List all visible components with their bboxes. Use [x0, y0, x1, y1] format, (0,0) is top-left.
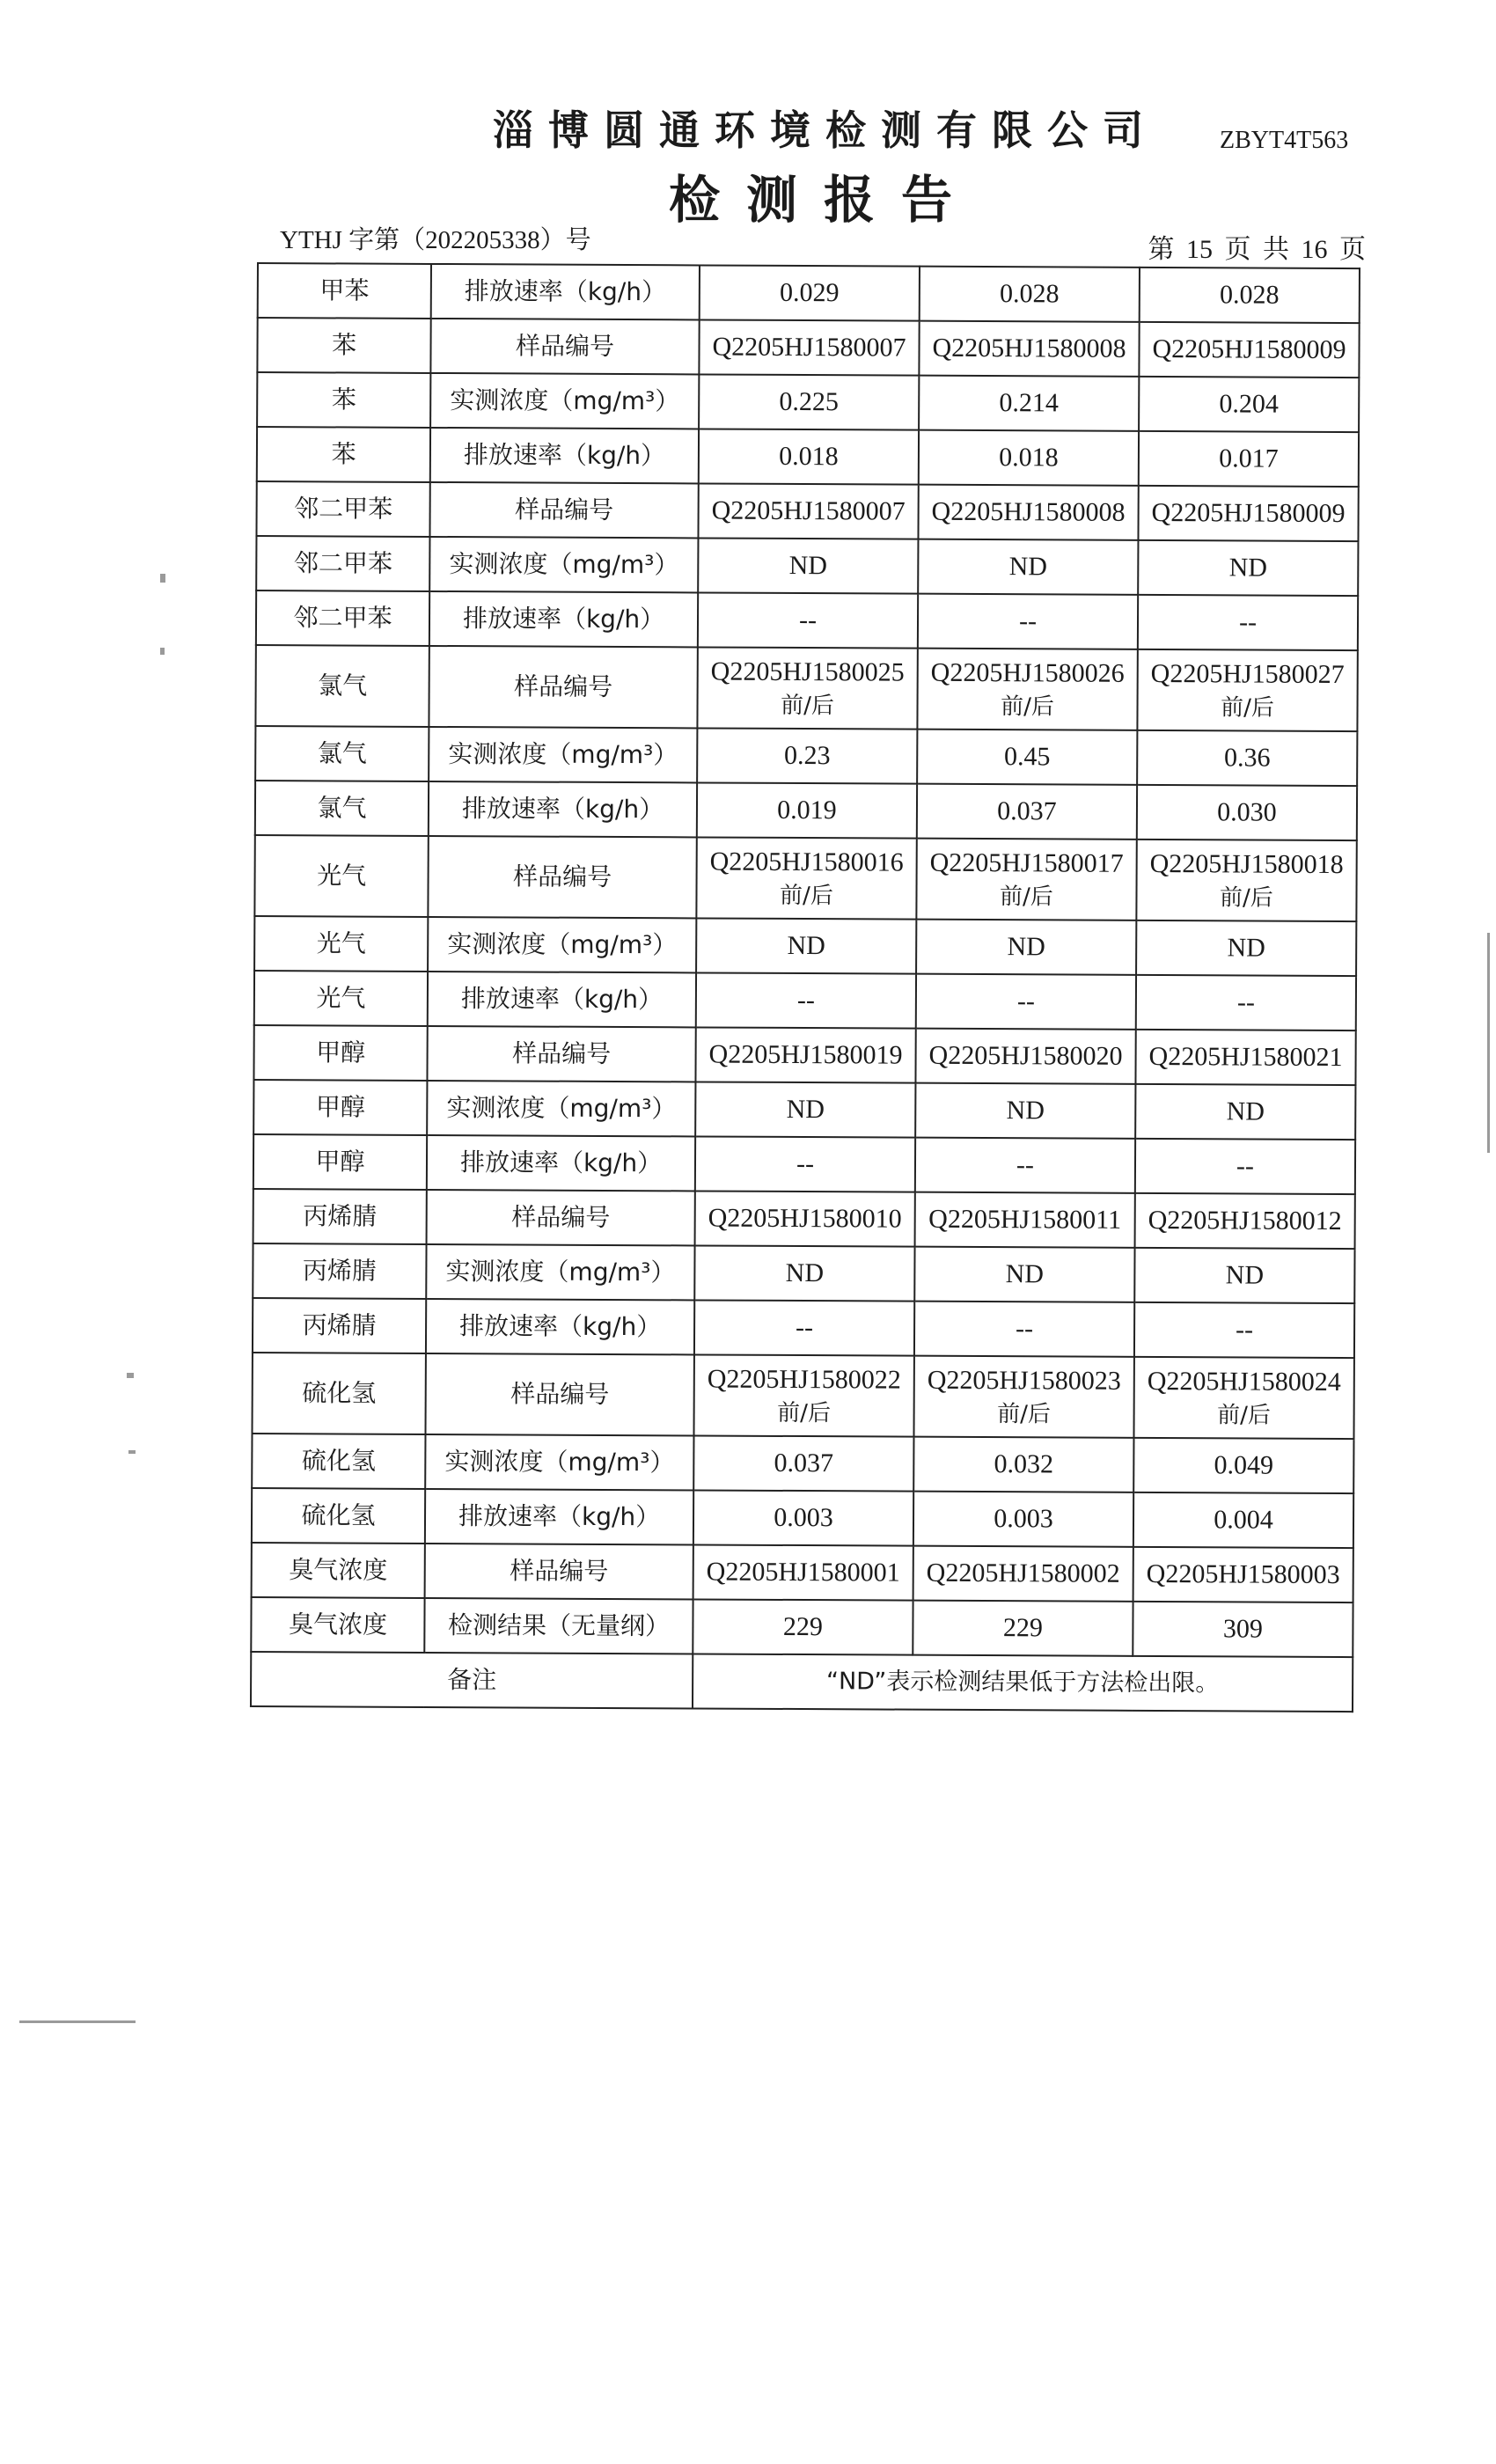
value-cell-3: Q2205HJ1580012: [1135, 1193, 1355, 1249]
test-item-cell: 排放速率（kg/h）: [431, 264, 700, 319]
pollutant-name-cell: 甲醇: [253, 1080, 427, 1135]
value-cell-1: --: [696, 972, 916, 1028]
pollutant-name-cell: 硫化氢: [252, 1353, 426, 1434]
value-cell-3: ND: [1136, 920, 1356, 976]
sample-number: Q2205HJ1580024: [1147, 1366, 1341, 1397]
value-cell-3: [1136, 840, 1356, 921]
scan-mark: [1487, 933, 1490, 1153]
table-row: [256, 590, 1358, 650]
value-cell-2: 0.214: [919, 376, 1139, 431]
value-cell-1: --: [698, 592, 918, 648]
results-table: [250, 262, 1360, 1712]
value-cell-2: Q2205HJ1580020: [915, 1029, 1135, 1084]
sample-note: 前/后: [781, 692, 834, 720]
value-cell-3: --: [1136, 975, 1356, 1030]
test-item-cell: 样品编号: [425, 1544, 693, 1599]
remark-row: [251, 1652, 1353, 1712]
pollutant-name-cell: 光气: [254, 971, 428, 1026]
table-row: [257, 318, 1359, 378]
pollutant-name-cell: 臭气浓度: [252, 1543, 425, 1598]
value-cell-3: 0.204: [1139, 377, 1359, 432]
value-cell-3: Q2205HJ1580003: [1133, 1547, 1353, 1602]
sample-number: Q2205HJ1580018: [1149, 848, 1344, 880]
test-item-cell: 实测浓度（mg/m³）: [430, 373, 699, 429]
value-cell-3: 0.049: [1133, 1438, 1353, 1493]
value-cell-2: ND: [914, 1247, 1134, 1302]
table-row: [254, 971, 1356, 1030]
value-cell-1: --: [694, 1300, 914, 1355]
table-row: [258, 263, 1360, 323]
value-cell-3: ND: [1138, 540, 1358, 596]
scan-mark: [127, 1373, 134, 1378]
sample-number: Q2205HJ1580026: [930, 657, 1125, 688]
test-item-cell: 排放速率（kg/h）: [425, 1489, 693, 1544]
table-row: [253, 1080, 1355, 1140]
sample-note: 前/后: [997, 1401, 1052, 1428]
value-cell-1: 0.225: [699, 374, 919, 429]
scan-mark: [160, 648, 165, 655]
value-cell-2: --: [915, 1138, 1135, 1193]
pollutant-name-cell: 甲苯: [258, 263, 431, 319]
scan-mark: [19, 2020, 136, 2023]
value-cell-3: Q2205HJ1580021: [1135, 1030, 1355, 1085]
value-cell-2: 0.032: [913, 1437, 1133, 1492]
pollutant-name-cell: 邻二甲苯: [256, 590, 429, 646]
pollutant-name-cell: 光气: [254, 916, 428, 972]
value-cell-1: 0.018: [699, 429, 919, 484]
value-cell-2: 0.003: [913, 1492, 1133, 1547]
value-cell-3: --: [1134, 1302, 1354, 1358]
scan-mark: [128, 1450, 136, 1454]
value-cell-1: ND: [698, 538, 918, 593]
value-cell-3: ND: [1134, 1248, 1354, 1303]
value-cell-2: Q2205HJ1580002: [913, 1546, 1133, 1602]
sample-number: Q2205HJ1580023: [927, 1365, 1121, 1396]
value-cell-2: ND: [916, 920, 1136, 975]
table-row: [253, 1134, 1355, 1194]
value-cell-1: Q2205HJ1580007: [699, 319, 919, 375]
table-row: [253, 1243, 1354, 1303]
value-cell-1: 0.23: [697, 728, 917, 783]
report-title: 检测报告: [669, 170, 979, 230]
table-row: [256, 536, 1358, 596]
pollutant-name-cell: 氯气: [255, 645, 429, 727]
report-code: ZBYT4T563: [1220, 127, 1349, 154]
table-row: [255, 726, 1357, 786]
test-item-cell: 排放速率（kg/h）: [427, 1135, 695, 1191]
test-item-cell: 样品编号: [427, 1190, 695, 1245]
value-cell-2: [916, 839, 1136, 920]
pollutant-name-cell: 氯气: [255, 726, 429, 781]
value-cell-3: [1137, 649, 1357, 731]
value-cell-3: 309: [1133, 1602, 1353, 1657]
sample-note: 前/后: [1220, 884, 1273, 912]
value-cell-3: 0.017: [1139, 431, 1359, 487]
table-row: [257, 427, 1359, 487]
sample-note: 前/后: [777, 1399, 832, 1427]
value-cell-3: 0.36: [1137, 730, 1357, 786]
value-cell-2: --: [914, 1302, 1134, 1357]
pollutant-name-cell: 光气: [254, 835, 429, 917]
results-table-body: [251, 263, 1360, 1712]
sample-note: 前/后: [1000, 884, 1053, 911]
test-item-cell: 排放速率（kg/h）: [426, 1299, 694, 1354]
test-item-cell: 样品编号: [429, 836, 697, 918]
value-cell-2: 0.018: [919, 430, 1139, 486]
test-item-cell: 排放速率（kg/h）: [430, 428, 699, 483]
sample-number: Q2205HJ1580017: [929, 847, 1124, 878]
test-item-cell: 实测浓度（mg/m³）: [429, 537, 698, 592]
pollutant-name-cell: 邻二甲苯: [256, 536, 429, 591]
value-cell-1: --: [695, 1136, 915, 1192]
value-cell-3: ND: [1135, 1084, 1355, 1140]
document-number: YTHJ 字第（202205338）号: [280, 226, 591, 254]
table-row: [252, 1434, 1353, 1493]
value-cell-1: ND: [694, 1245, 914, 1301]
pollutant-name-cell: 甲醇: [253, 1025, 427, 1081]
sample-number: Q2205HJ1580025: [710, 656, 905, 687]
value-cell-1: 229: [693, 1599, 913, 1654]
remark-text: “ND”表示检测结果低于方法检出限。: [693, 1654, 1353, 1712]
test-item-cell: 排放速率（kg/h）: [429, 591, 698, 647]
value-cell-3: --: [1135, 1139, 1355, 1194]
value-cell-1: ND: [695, 1082, 915, 1137]
test-item-cell: 排放速率（kg/h）: [428, 972, 696, 1027]
test-item-cell: 实测浓度（mg/m³）: [426, 1244, 694, 1300]
table-row: [253, 1025, 1355, 1085]
value-cell-3: 0.028: [1140, 268, 1360, 323]
sample-note: 前/后: [780, 882, 833, 910]
test-item-cell: 样品编号: [428, 1026, 696, 1082]
table-row: [252, 1353, 1353, 1439]
value-cell-1: Q2205HJ1580019: [695, 1027, 915, 1082]
test-item-cell: 实测浓度（mg/m³）: [425, 1434, 693, 1490]
sample-note: 前/后: [1221, 694, 1274, 722]
table-row: [252, 1543, 1353, 1602]
sample-note: 前/后: [1217, 1402, 1272, 1429]
value-cell-3: [1133, 1357, 1353, 1439]
table-row: [257, 372, 1359, 432]
pollutant-name-cell: 苯: [257, 427, 430, 482]
table-row: [252, 1488, 1353, 1548]
sample-number: Q2205HJ1580016: [709, 847, 904, 877]
pollutant-name-cell: 丙烯腈: [253, 1298, 426, 1353]
value-cell-1: 0.029: [700, 265, 920, 320]
value-cell-1: Q2205HJ1580007: [698, 483, 918, 539]
value-cell-2: --: [918, 594, 1138, 649]
test-item-cell: 实测浓度（mg/m³）: [428, 917, 696, 972]
table-row: [255, 781, 1357, 840]
value-cell-1: 0.037: [693, 1435, 913, 1491]
sample-note: 前/后: [1001, 693, 1054, 721]
value-cell-1: ND: [696, 918, 916, 973]
test-item-cell: 检测结果（无量纲）: [424, 1598, 693, 1654]
value-cell-2: 0.028: [920, 267, 1140, 322]
test-item-cell: 样品编号: [426, 1353, 694, 1435]
page-number: 第 15 页 共 16 页: [1148, 235, 1366, 264]
test-item-cell: 实测浓度（mg/m³）: [427, 1081, 695, 1136]
table-row: [253, 1298, 1354, 1358]
value-cell-3: Q2205HJ1580009: [1139, 322, 1359, 378]
scan-mark: [160, 574, 165, 583]
pollutant-name-cell: 硫化氢: [252, 1488, 425, 1544]
value-cell-3: 0.030: [1137, 785, 1357, 840]
pollutant-name-cell: 丙烯腈: [253, 1243, 426, 1299]
table-row: [253, 1189, 1355, 1249]
value-cell-2: 0.037: [917, 784, 1137, 840]
value-cell-1: [693, 1354, 913, 1436]
company-name: 淄博圆通环境检测有限公司: [493, 106, 1158, 154]
value-cell-2: Q2205HJ1580008: [918, 485, 1138, 540]
test-item-cell: 样品编号: [431, 319, 700, 374]
table-row: [254, 916, 1356, 976]
value-cell-1: [696, 837, 916, 919]
value-cell-1: Q2205HJ1580010: [695, 1191, 915, 1246]
value-cell-1: Q2205HJ1580001: [693, 1544, 913, 1600]
pollutant-name-cell: 丙烯腈: [253, 1189, 427, 1244]
value-cell-3: Q2205HJ1580009: [1138, 486, 1358, 541]
value-cell-2: 0.45: [917, 730, 1137, 785]
pollutant-name-cell: 甲醇: [253, 1134, 427, 1190]
pollutant-name-cell: 邻二甲苯: [256, 481, 429, 537]
sample-number: Q2205HJ1580022: [707, 1364, 901, 1395]
sample-number: Q2205HJ1580027: [1150, 658, 1345, 690]
pollutant-name-cell: 氯气: [255, 781, 429, 836]
pollutant-name-cell: 臭气浓度: [251, 1597, 424, 1653]
test-item-cell: 样品编号: [429, 646, 698, 728]
test-item-cell: 排放速率（kg/h）: [429, 781, 697, 837]
value-cell-2: Q2205HJ1580008: [919, 321, 1139, 377]
value-cell-1: [697, 647, 917, 729]
value-cell-2: [917, 649, 1137, 730]
remark-label: 备注: [251, 1652, 693, 1708]
value-cell-2: ND: [918, 539, 1138, 595]
pollutant-name-cell: 苯: [257, 372, 430, 428]
value-cell-3: 0.004: [1133, 1492, 1353, 1548]
value-cell-2: --: [916, 974, 1136, 1030]
pollutant-name-cell: 苯: [257, 318, 430, 373]
table-row: [251, 1597, 1353, 1657]
value-cell-3: --: [1138, 595, 1358, 650]
value-cell-2: Q2205HJ1580011: [915, 1192, 1135, 1248]
table-row: [255, 645, 1357, 731]
table-row: [254, 835, 1356, 921]
pollutant-name-cell: 硫化氢: [252, 1434, 425, 1489]
table-row: [256, 481, 1358, 541]
test-item-cell: 实测浓度（mg/m³）: [429, 727, 697, 782]
test-item-cell: 样品编号: [430, 482, 699, 538]
value-cell-1: 0.003: [693, 1490, 913, 1545]
value-cell-2: ND: [915, 1083, 1135, 1139]
value-cell-1: 0.019: [697, 782, 917, 838]
value-cell-2: 229: [913, 1601, 1133, 1656]
value-cell-2: [913, 1356, 1133, 1438]
